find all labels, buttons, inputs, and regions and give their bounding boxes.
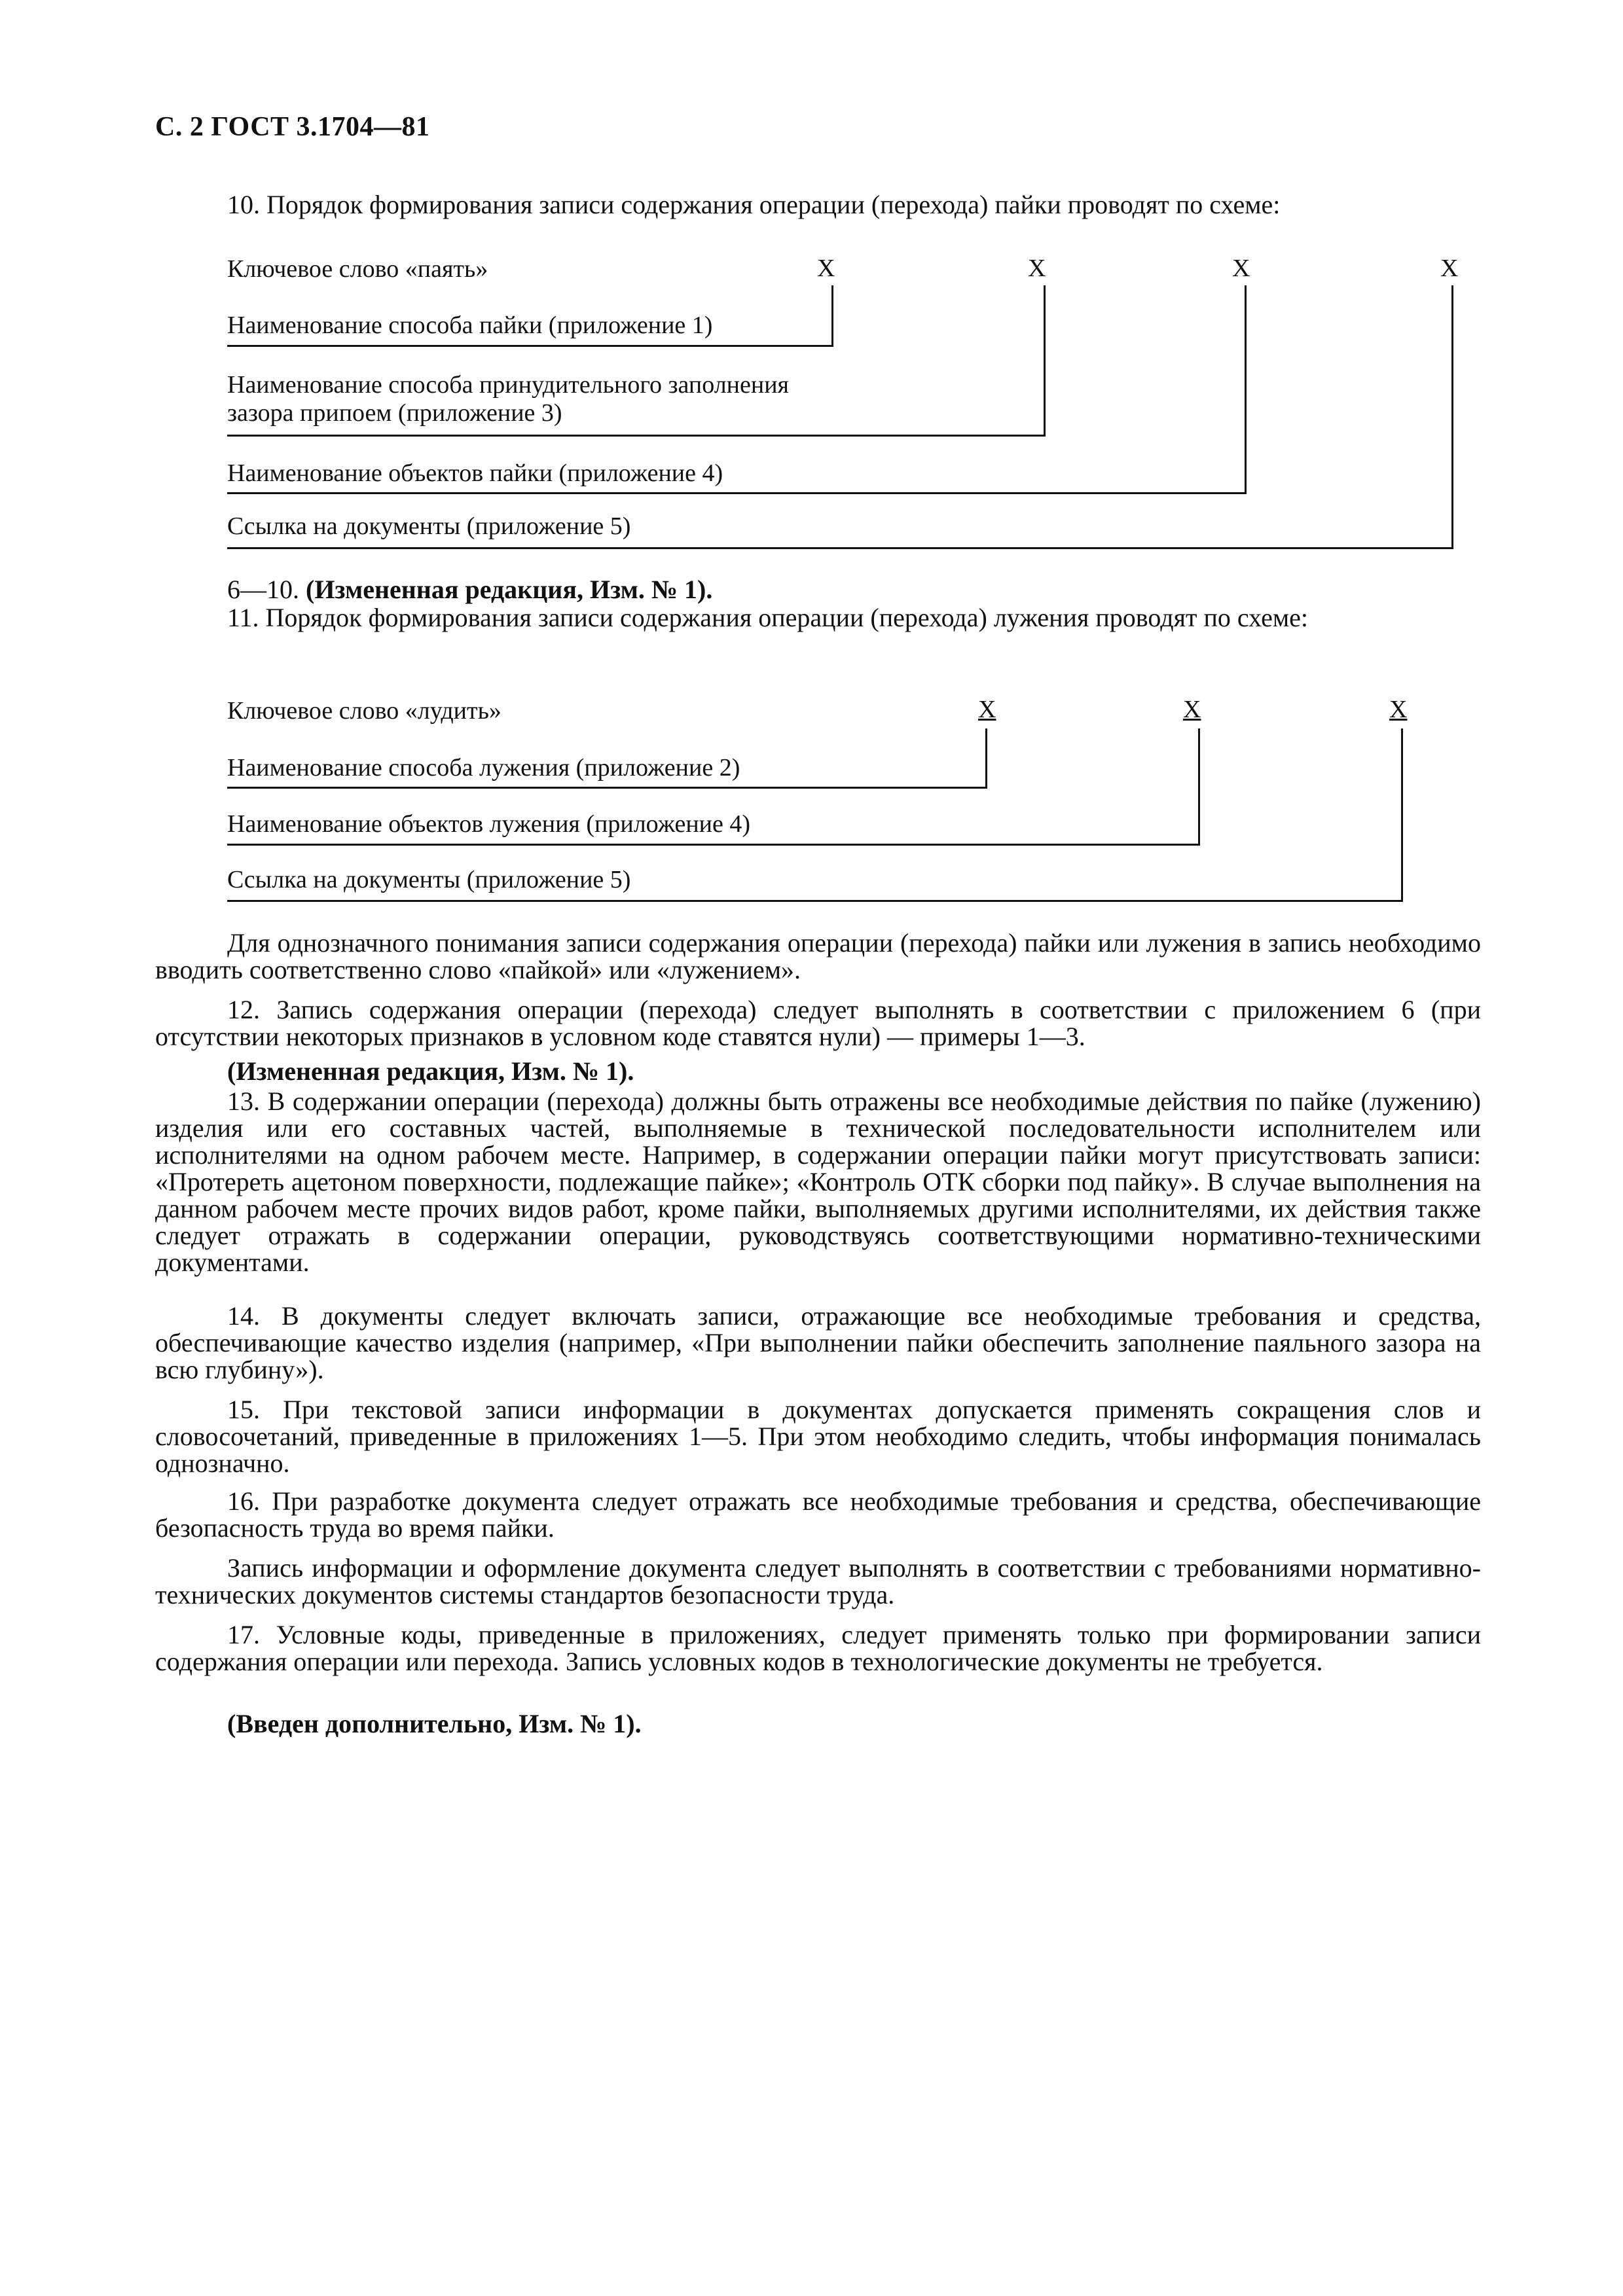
scheme2-mark-2: X xyxy=(1183,696,1201,723)
scheme1-line-3 xyxy=(227,492,1247,494)
scheme2-row-objects: Наименование объектов лужения (приложение 4) xyxy=(227,810,751,838)
scheme1-line-2 xyxy=(227,435,1046,437)
amendment-17: (Введен дополнительно, Изм. № 1). xyxy=(227,1709,642,1738)
paragraph-15: 15. При текстовой записи информации в документах допускается применять сокращения слов и словосочетаний, приведенные в приложениях 1—5. При этом необходимо следить, чтобы информация понималась однозначно. xyxy=(155,1395,1481,1478)
scheme1-mark-1: X xyxy=(817,255,835,282)
scheme1-row-method: Наименование способа пайки (приложение 1) xyxy=(227,312,713,339)
scheme2-row-documents: Ссылка на документы (приложение 5) xyxy=(227,866,631,893)
scheme2-line-2 xyxy=(227,844,1200,846)
paragraph-14: 14. В документы следует включать записи, отражающие все необходимые требования и средства, обеспечивающие качество изделия (например, «При выполнении пайки обеспечить заполнение паяльного зазора на всю глубину»). xyxy=(155,1301,1481,1384)
scheme1-mark-3: X xyxy=(1232,255,1250,282)
scheme1-row-documents: Ссылка на документы (приложение 5) xyxy=(227,512,631,540)
paragraph-11: 11. Порядок формирования записи содержания операции (перехода) лужения проводят по схеме: xyxy=(227,603,1309,632)
scheme1-connector-4 xyxy=(1451,285,1453,549)
scheme1-connector-1 xyxy=(831,285,833,347)
paragraph-16-continued: Запись информации и оформление документа следует выполнять в соответствии с требованиями нормативно-технических документов системы стандартов безопасности труда. xyxy=(155,1553,1481,1609)
scheme1-connector-3 xyxy=(1245,285,1247,494)
scheme2-line-3 xyxy=(227,900,1403,902)
scheme1-row-fill-method-2: зазора припоем (приложение 3) xyxy=(227,399,562,427)
amendment-6-10-prefix: 6—10. xyxy=(227,575,299,604)
paragraph-16: 16. При разработке документа следует отражать все необходимые требования и средства, обеспечивающие безопасность труда во время пайки. xyxy=(155,1486,1481,1543)
amendment-12: (Измененная редакция, Изм. № 1). xyxy=(227,1056,634,1086)
scheme1-line-1 xyxy=(227,345,833,347)
scheme2-connector-1 xyxy=(985,728,987,789)
scheme2-connector-3 xyxy=(1401,728,1403,902)
scheme2-mark-3: X xyxy=(1389,696,1408,723)
scheme2-line-1 xyxy=(227,787,987,789)
page-header: С. 2 ГОСТ 3.1704—81 xyxy=(155,112,430,142)
amendment-6-10-note: (Измененная редакция, Изм. № 1). xyxy=(306,575,713,604)
amendment-6-10 xyxy=(227,574,712,605)
paragraph-13: 13. В содержании операции (перехода) должны быть отражены все необходимые действия по пайке (лужению) изделия или его составных частей, выполняемые в технической последовательности исполнителем или исполнителями на одном рабочем месте. Например, в содержании операции пайки могут присутствовать записи: «Протереть ацетоном поверхности, подлежащие пайке»; «Контроль ОТК сборки под пайку». В случае выполнения на данном рабочем месте прочих видов работ, кроме пайки, выполняемых другими исполнителями, их действия также следует отражать в содержании операции, руководствуясь соответствующими нормативно-техническими документами. xyxy=(155,1086,1481,1277)
paragraph-12: 12. Запись содержания операции (перехода) следует выполнять в соответствии с приложением 6 (при отсутствии некоторых признаков в условном коде ставятся нули) — примеры 1—3. xyxy=(155,995,1481,1051)
scheme1-mark-4: X xyxy=(1440,255,1459,282)
scheme2-keyword: Ключевое слово «лудить» xyxy=(227,697,501,725)
scheme1-keyword: Ключевое слово «паять» xyxy=(227,255,488,283)
scheme2-mark-1: X xyxy=(978,696,996,723)
scheme1-line-4 xyxy=(227,547,1453,549)
scheme2-row-method: Наименование способа лужения (приложение 2) xyxy=(227,754,740,781)
scheme1-row-fill-method-1: Наименование способа принудительного заполнения xyxy=(227,371,790,399)
paragraph-intro: Для однозначного понимания записи содержания операции (перехода) пайки или лужения в запись необходимо вводить соответственно слово «пайкой» или «лужением». xyxy=(155,928,1481,984)
scheme1-connector-2 xyxy=(1044,285,1046,437)
paragraph-17: 17. Условные коды, приведенные в приложениях, следует применять только при формировании записи содержания операции или перехода. Запись условных кодов в технологические документы не требуется. xyxy=(155,1620,1481,1676)
paragraph-10: 10. Порядок формирования записи содержания операции (перехода) пайки проводят по схеме: xyxy=(227,190,1281,219)
scheme1-mark-2: X xyxy=(1028,255,1046,282)
scheme2-connector-2 xyxy=(1198,728,1200,846)
scheme1-row-objects: Наименование объектов пайки (приложение 4) xyxy=(227,459,723,487)
